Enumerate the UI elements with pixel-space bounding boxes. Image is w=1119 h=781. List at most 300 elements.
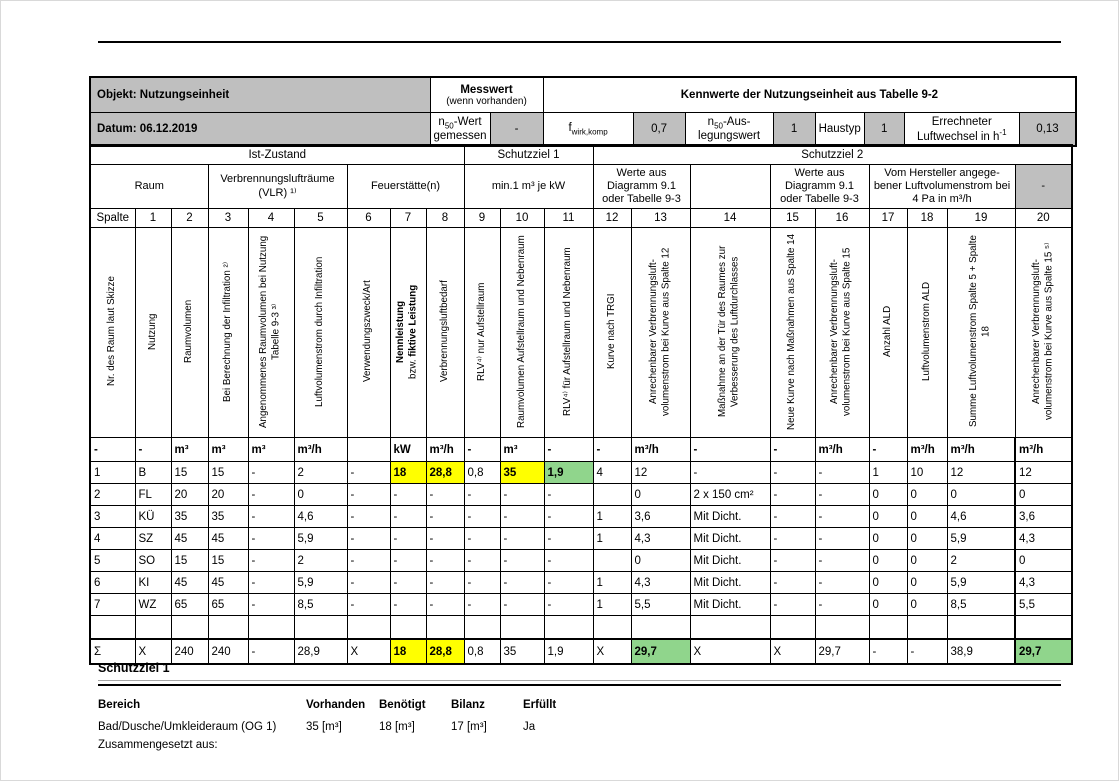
cell xyxy=(690,616,770,640)
cell xyxy=(390,616,426,640)
cell: FL xyxy=(135,484,171,506)
spalte-number: 11 xyxy=(544,209,593,228)
cell: - xyxy=(248,528,294,550)
cell: 0 xyxy=(907,484,947,506)
cell xyxy=(593,484,631,506)
band-ist-zustand: Ist-Zustand xyxy=(90,145,464,165)
spalte-number: 13 xyxy=(631,209,690,228)
cell: 28,8 xyxy=(426,462,464,484)
cell: - xyxy=(390,550,426,572)
cell: 8,5 xyxy=(294,594,347,616)
cell xyxy=(815,616,869,640)
cell: - xyxy=(544,594,593,616)
spalte-number: 14 xyxy=(690,209,770,228)
cell: 2 xyxy=(947,550,1015,572)
cell: 5 xyxy=(90,550,135,572)
spalte-number: 1 xyxy=(135,209,171,228)
cell: - xyxy=(500,484,544,506)
cell: 15 xyxy=(208,462,248,484)
cell: - xyxy=(690,438,770,462)
cell xyxy=(593,616,631,640)
cell: - xyxy=(390,572,426,594)
cell: 0 xyxy=(869,528,907,550)
cell: 1 xyxy=(593,528,631,550)
spalte-number: 9 xyxy=(464,209,500,228)
column-header-19: Summe Luftvolumenstrom Spalte 5 + Spalte 18 xyxy=(947,228,1015,438)
cell: - xyxy=(347,594,390,616)
cell: 18 xyxy=(390,462,426,484)
cell: 20 xyxy=(208,484,248,506)
cell: 1,9 xyxy=(544,462,593,484)
cell: 12 xyxy=(1015,462,1072,484)
schutzziel1-table xyxy=(98,694,643,738)
cell: - xyxy=(347,550,390,572)
cell: m³ xyxy=(171,438,208,462)
column-header-8: Verbrennungsluftbedarf xyxy=(426,228,464,438)
table-row-1 xyxy=(90,462,1072,484)
rotated-header-row xyxy=(90,228,1072,438)
cell: - xyxy=(390,484,426,506)
cell: 3 xyxy=(90,506,135,528)
table-row-6 xyxy=(90,572,1072,594)
datum-cell: Datum: 06.12.2019 xyxy=(90,113,430,147)
cell: 35 xyxy=(208,506,248,528)
cell: - xyxy=(390,594,426,616)
cell: 240 xyxy=(171,639,208,664)
spalte-number: 20 xyxy=(1015,209,1072,228)
kennwerte-title: Kennwerte der Nutzungseinheit aus Tabelle 9-2 xyxy=(543,77,1076,113)
bereich-value: Bad/Dusche/Umkleideraum (OG 1) xyxy=(98,721,277,733)
column-header-1: Nutzung xyxy=(135,228,171,438)
cell xyxy=(631,616,690,640)
cell: - xyxy=(347,506,390,528)
cell: 20 xyxy=(171,484,208,506)
cell: - xyxy=(815,594,869,616)
cell: - xyxy=(464,438,500,462)
cell: 38,9 xyxy=(947,639,1015,664)
cell xyxy=(544,616,593,640)
cell: - xyxy=(815,462,869,484)
cell: 5,9 xyxy=(294,528,347,550)
fwirk-label: $f_{wirk,komp}$ xyxy=(543,113,633,147)
n50-design-label: $n_{50}-Aus$-legungswert xyxy=(685,113,773,147)
cell: - xyxy=(248,484,294,506)
schutzziel1-title: Schutzziel 1 xyxy=(98,661,1061,681)
spalte-row xyxy=(90,209,1072,228)
cell: X xyxy=(690,639,770,664)
cell: 0 xyxy=(869,506,907,528)
band-row xyxy=(90,145,1072,165)
cell: - xyxy=(544,528,593,550)
cell: 12 xyxy=(631,462,690,484)
cell: - xyxy=(770,484,815,506)
cell: - xyxy=(770,528,815,550)
units-row xyxy=(90,438,1072,462)
cell: 12 xyxy=(947,462,1015,484)
spalte-number: 19 xyxy=(947,209,1015,228)
cell: - xyxy=(347,484,390,506)
column-header-0: Nr. des Raum laut Skizze xyxy=(90,228,135,438)
column-header-15: Neue Kurve nach Maßnahmen aus Spalte 14 xyxy=(770,228,815,438)
cell: - xyxy=(347,572,390,594)
cell: 29,7 xyxy=(1015,639,1072,664)
schutzziel1-data-row xyxy=(98,716,643,738)
spalte-number: 17 xyxy=(869,209,907,228)
table-body xyxy=(90,438,1072,665)
n50-measured-value: - xyxy=(490,113,543,147)
cell: Mit Dicht. xyxy=(690,594,770,616)
main-table xyxy=(89,144,1073,665)
cell: - xyxy=(135,438,171,462)
cell: 4 xyxy=(90,528,135,550)
cell: 65 xyxy=(208,594,248,616)
airchange-label: Errechneter Luftwechsel in $h^{-1}$ xyxy=(904,113,1019,147)
cell: - xyxy=(248,462,294,484)
cell: m³/h xyxy=(1015,438,1072,462)
cell: 15 xyxy=(208,550,248,572)
cell: - xyxy=(464,594,500,616)
cell: Mit Dicht. xyxy=(690,572,770,594)
cell: 0,8 xyxy=(464,462,500,484)
column-header-14: Maßnahme an der Tür des Raumes zur Verbesserung des Luftdurchlasses xyxy=(690,228,770,438)
cell: - xyxy=(907,639,947,664)
cell: Mit Dicht. xyxy=(690,506,770,528)
spalte-number: 18 xyxy=(907,209,947,228)
n50-measured-label: $n_{50}$-Wert gemessen xyxy=(430,113,490,147)
cell: 4,3 xyxy=(631,528,690,550)
schutzziel1-section xyxy=(98,661,1061,751)
band-schutzziel-2: Schutzziel 2 xyxy=(593,145,1072,165)
col-benoetigt: Benötigt xyxy=(379,699,426,711)
group-feuerstaette: Feuerstätte(n) xyxy=(347,165,464,209)
cell: 18 xyxy=(390,639,426,664)
bilanz-value: 17 [m³] xyxy=(451,721,487,733)
cell: Σ xyxy=(90,639,135,664)
cell: 6 xyxy=(90,572,135,594)
cell: - xyxy=(248,639,294,664)
cell: 3,6 xyxy=(1015,506,1072,528)
spalte-number: 10 xyxy=(500,209,544,228)
cell: - xyxy=(500,550,544,572)
column-header-12: Kurve nach TRGI xyxy=(593,228,631,438)
cell: - xyxy=(426,506,464,528)
cell: - xyxy=(500,506,544,528)
cell: - xyxy=(544,506,593,528)
cell xyxy=(208,616,248,640)
cell: - xyxy=(815,550,869,572)
cell: - xyxy=(248,572,294,594)
column-header-10: Raumvolumen Aufstellraum und Nebenraum xyxy=(500,228,544,438)
spalte-label: Spalte xyxy=(90,209,135,228)
cell xyxy=(593,550,631,572)
cell: 35 xyxy=(500,639,544,664)
cell: 0 xyxy=(947,484,1015,506)
column-header-20: Anrechenbarer Verbrennungsluft-volumenstrom bei Kurve aus Spalte 15 ⁵⁾ xyxy=(1015,228,1072,438)
group-col20-dash: - xyxy=(1015,165,1072,209)
column-header-6: Verwendungszweck/Art xyxy=(347,228,390,438)
cell: 4,3 xyxy=(631,572,690,594)
cell: - xyxy=(690,462,770,484)
column-header-11: RLV⁴⁾ für Aufstellraum und Nebenraum xyxy=(544,228,593,438)
cell: - xyxy=(815,528,869,550)
schutzziel1-header-row xyxy=(98,694,643,716)
messwert-sublabel: (wenn vorhanden) xyxy=(446,95,527,107)
cell: 8,5 xyxy=(947,594,1015,616)
cell: - xyxy=(544,572,593,594)
column-header-9: RLV⁴⁾ nur Aufstellraum xyxy=(464,228,500,438)
group-min1m3: min.1 m³ je kW xyxy=(464,165,593,209)
cell xyxy=(500,616,544,640)
cell: - xyxy=(426,528,464,550)
cell: - xyxy=(464,572,500,594)
group-hersteller: Vom Hersteller angege-bener Luftvolumenstrom bei 4 Pa in m³/h xyxy=(869,165,1015,209)
cell: - xyxy=(869,639,907,664)
n50-design-value: 1 xyxy=(773,113,815,147)
cell: 0 xyxy=(294,484,347,506)
cell: 0 xyxy=(869,572,907,594)
cell: Mit Dicht. xyxy=(690,550,770,572)
cell: - xyxy=(347,528,390,550)
cell xyxy=(90,616,135,640)
cell: 2 xyxy=(294,550,347,572)
cell: 45 xyxy=(208,572,248,594)
cell: m³/h xyxy=(907,438,947,462)
zusammengesetzt-note: Zusammengesetzt aus: xyxy=(98,739,218,751)
fwirk-value: 0,7 xyxy=(633,113,685,147)
cell: 4,3 xyxy=(1015,572,1072,594)
cell: 0 xyxy=(907,572,947,594)
spalte-number: 4 xyxy=(248,209,294,228)
cell: - xyxy=(500,572,544,594)
cell: - xyxy=(770,550,815,572)
spalte-number: 12 xyxy=(593,209,631,228)
cell: 35 xyxy=(171,506,208,528)
cell: 65 xyxy=(171,594,208,616)
cell: 1 xyxy=(593,594,631,616)
spacer-row xyxy=(90,616,1072,640)
cell: - xyxy=(544,438,593,462)
cell: WZ xyxy=(135,594,171,616)
cell: 5,9 xyxy=(294,572,347,594)
cell: 4,6 xyxy=(294,506,347,528)
cell: - xyxy=(390,528,426,550)
cell xyxy=(347,616,390,640)
cell: 45 xyxy=(171,528,208,550)
cell: 45 xyxy=(208,528,248,550)
cell: KI xyxy=(135,572,171,594)
cell: 0 xyxy=(907,550,947,572)
header-table xyxy=(89,76,1077,147)
col-erfuellt: Erfüllt xyxy=(523,699,557,711)
cell xyxy=(869,616,907,640)
cell: m³/h xyxy=(815,438,869,462)
cell: 7 xyxy=(90,594,135,616)
cell: 0 xyxy=(907,594,947,616)
cell: X xyxy=(770,639,815,664)
cell: - xyxy=(426,594,464,616)
cell: - xyxy=(390,506,426,528)
cell: B xyxy=(135,462,171,484)
cell: m³ xyxy=(208,438,248,462)
cell xyxy=(907,616,947,640)
column-header-18: Luftvolumenstrom ALD xyxy=(907,228,947,438)
cell: - xyxy=(544,484,593,506)
cell xyxy=(770,616,815,640)
cell xyxy=(426,616,464,640)
group-col14 xyxy=(690,165,770,209)
cell: X xyxy=(135,639,171,664)
cell: 0,8 xyxy=(464,639,500,664)
cell: 2 xyxy=(90,484,135,506)
cell: 29,7 xyxy=(815,639,869,664)
messwert-label: Messwert xyxy=(460,83,513,96)
column-header-3: Bei Berechnung der Infiltration ²⁾ xyxy=(208,228,248,438)
cell: 2 xyxy=(294,462,347,484)
column-header-2: Raumvolumen xyxy=(171,228,208,438)
cell: 1 xyxy=(593,572,631,594)
cell: m³/h xyxy=(631,438,690,462)
col-bereich: Bereich xyxy=(98,699,141,711)
cell: - xyxy=(426,572,464,594)
cell: 1 xyxy=(593,506,631,528)
column-header-4: Angenommenes Raumvolumen bei Nutzung Tabelle 9-3 ³⁾ xyxy=(248,228,294,438)
column-header-7: Nennleistung bzw. fiktive Leistung xyxy=(390,228,426,438)
cell: - xyxy=(464,528,500,550)
cell: 240 xyxy=(208,639,248,664)
cell: 0 xyxy=(1015,550,1072,572)
cell: 5,5 xyxy=(631,594,690,616)
cell: m³ xyxy=(500,438,544,462)
cell: - xyxy=(770,506,815,528)
cell: - xyxy=(500,594,544,616)
messwert-cell xyxy=(430,77,543,113)
cell: m³/h xyxy=(947,438,1015,462)
column-header-17: Anzahl ALD xyxy=(869,228,907,438)
cell: - xyxy=(500,528,544,550)
cell: - xyxy=(815,484,869,506)
cell: - xyxy=(770,594,815,616)
group-vlr: Verbrennungslufträume (VLR) ¹⁾ xyxy=(208,165,347,209)
cell: 28,8 xyxy=(426,639,464,664)
cell: - xyxy=(593,438,631,462)
cell: - xyxy=(248,594,294,616)
cell: - xyxy=(464,550,500,572)
spalte-number: 8 xyxy=(426,209,464,228)
cell: 3,6 xyxy=(631,506,690,528)
cell: - xyxy=(90,438,135,462)
spalte-number: 2 xyxy=(171,209,208,228)
cell: - xyxy=(770,462,815,484)
group-werte-15-16: Werte aus Diagramm 9.1 oder Tabelle 9-3 xyxy=(770,165,869,209)
cell: 1 xyxy=(869,462,907,484)
group-raum: Raum xyxy=(90,165,208,209)
cell: kW xyxy=(390,438,426,462)
group-werte-12-13: Werte aus Diagramm 9.1 oder Tabelle 9-3 xyxy=(593,165,690,209)
band-schutzziel-1: Schutzziel 1 xyxy=(464,145,593,165)
table-row-3 xyxy=(90,506,1072,528)
cell: - xyxy=(815,506,869,528)
cell: - xyxy=(869,438,907,462)
cell xyxy=(947,616,1015,640)
cell: SO xyxy=(135,550,171,572)
top-divider xyxy=(98,41,1061,43)
footer-divider xyxy=(98,684,1061,686)
cell: - xyxy=(248,550,294,572)
cell: 1 xyxy=(90,462,135,484)
cell: 0 xyxy=(907,528,947,550)
col-bilanz: Bilanz xyxy=(451,699,485,711)
cell: 0 xyxy=(869,594,907,616)
table-row-7 xyxy=(90,594,1072,616)
cell: - xyxy=(426,484,464,506)
cell: - xyxy=(770,572,815,594)
cell: 5,9 xyxy=(947,572,1015,594)
cell: 0 xyxy=(907,506,947,528)
cell: - xyxy=(544,550,593,572)
cell: m³/h xyxy=(426,438,464,462)
haustyp-value: 1 xyxy=(864,113,904,147)
cell: Mit Dicht. xyxy=(690,528,770,550)
cell xyxy=(248,616,294,640)
cell: - xyxy=(770,438,815,462)
haustyp-label: Haustyp xyxy=(815,113,864,147)
cell: 5,9 xyxy=(947,528,1015,550)
column-header-5: Luftvolumenstrom durch Infiltration xyxy=(294,228,347,438)
cell: 4,3 xyxy=(1015,528,1072,550)
cell xyxy=(347,438,390,462)
spalte-number: 15 xyxy=(770,209,815,228)
spalte-number: 3 xyxy=(208,209,248,228)
cell: 28,9 xyxy=(294,639,347,664)
cell xyxy=(135,616,171,640)
spalte-number: 7 xyxy=(390,209,426,228)
vorhanden-value: 35 [m³] xyxy=(306,721,342,733)
col-vorhanden: Vorhanden xyxy=(306,699,366,711)
cell: 1,9 xyxy=(544,639,593,664)
cell: 0 xyxy=(869,484,907,506)
group-row xyxy=(90,165,1072,209)
cell xyxy=(1015,616,1072,640)
cell: X xyxy=(347,639,390,664)
cell xyxy=(294,616,347,640)
spalte-number: 16 xyxy=(815,209,869,228)
cell: 35 xyxy=(500,462,544,484)
cell: 29,7 xyxy=(631,639,690,664)
column-header-13: Anrechenbarer Verbrennungsluft-volumenstrom bei Kurve aus Spalte 12 xyxy=(631,228,690,438)
cell: - xyxy=(248,506,294,528)
cell xyxy=(464,616,500,640)
erfuellt-value: Ja xyxy=(523,721,536,733)
cell: - xyxy=(426,550,464,572)
cell: 4 xyxy=(593,462,631,484)
cell: 0 xyxy=(631,484,690,506)
table-row-5 xyxy=(90,550,1072,572)
cell: 0 xyxy=(869,550,907,572)
benoetigt-value: 18 [m³] xyxy=(379,721,415,733)
cell: 15 xyxy=(171,550,208,572)
cell: 4,6 xyxy=(947,506,1015,528)
cell: m³ xyxy=(248,438,294,462)
cell: X xyxy=(593,639,631,664)
cell: 10 xyxy=(907,462,947,484)
cell: 2 x 150 cm² xyxy=(690,484,770,506)
column-header-16: Anrechenbarer Verbrennungsluft-volumenstrom bei Kurve aus Spalte 15 xyxy=(815,228,869,438)
cell xyxy=(171,616,208,640)
cell: - xyxy=(347,462,390,484)
cell: 45 xyxy=(171,572,208,594)
objekt-cell: Objekt: Nutzungseinheit xyxy=(90,77,430,113)
cell: 0 xyxy=(1015,484,1072,506)
